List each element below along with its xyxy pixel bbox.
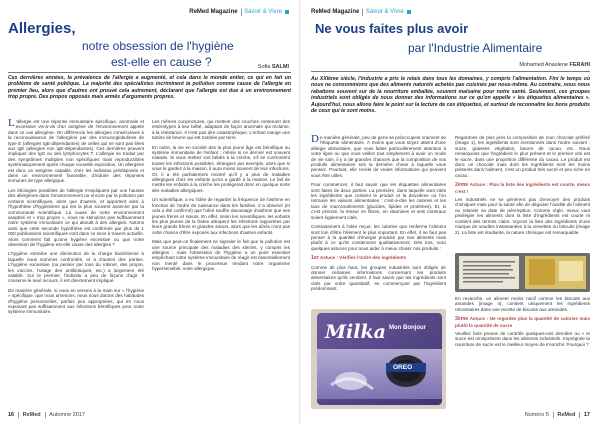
author-last-name: SALMI — [271, 64, 289, 70]
paragraph: Un scientifique, a eu l'idée de regarder la fréquence de l'asthme en fonction de l'ordre de naissance dans les familles. Il a observé (et cela a été confirmé) que l'aîné souffre davantage d'asthme que ses jeunes frères et sœurs. En effet, selon les scientifiques, les enfants les plus jeunes de la fratrie attrapent les infections rapportées par leurs grands frères et grandes sœurs, alors que les aînés n'ont pas cette chance d'être exposés aux infections d'autres enfants. — [152, 197, 290, 235]
article-lead: Ces dernières années, la prévalence de l'allergie a augmenté, et cela dans le monde entier, ce qui en fait un problème de santé publique. La majorité des spécialistes incriminent la pollution comme cause de l'allergie en premier lieu, alors que d'autres ont prouvé cela autrement, déclarant que l'allergie est due à un environnement trop propre. Des propos opposés mais armés d'arguments propres. — [8, 75, 291, 101]
author-first-name: Mohamed Anaslene — [519, 62, 568, 68]
paragraph: En revanche, un aliment moins nocif comme les biscuits aux amandes (image 4), contient uniquement les ingrédients nécessaires dans une recette de biscuits aux amandes. — [455, 296, 590, 312]
paragraph-text: e manière générale, peu de gens se préoccupent vraiment de l'étiquette alimentaire. À moins que vous soyez atteint d'une allergie alimentaire, que vous faites particulièrement attention à votre ligne ou que vous veillez tout simplement à avoir un mode de vie sain, il y a de grandes chances que la composition de vos produits alimentaires soit la dernière chose à laquelle vous pensez. Pourtant, elle recèle de vraies informations qui peuvent vous être utiles. — [311, 135, 446, 178]
page-number: 16 — [8, 412, 15, 418]
paragraph: Pour commencer, il faut savoir que les étiquettes alimentaires sont faites de deux parties. La première, dans laquelle sont cités les ingrédients que contient le produit et la deuxième où l'on retrouve les valeurs alimentaires : c'est-à-dire les calories et les taux de macronutriments (glucides, lipides et protéines). Et, si c'est précisé, la teneur en fibres, en vitamines et sels minéraux soient également cités. — [311, 182, 446, 220]
paragraph: Regardons de plus près la composition de mon chocolat préféré (image 1), les ingrédients sont mentionnés dans l'ordre suivant : sucre, graisses végétales, beurre de cacao, etc. Nous remarquons que l'ingrédient le plus présent et le premier cité est le sucre, dans une proportion différente du cacao. Le produit est donc un chocolat mais dont les ingrédients sont les moins présents dans l'aliment, c'est un produit très sucré et peu riche en cacao. — [455, 135, 590, 178]
paragraph: En outre, la vie en société des la plus jeune âge est bénéfique au système immunitaire de l'enfant ; même si ce dernier est souvent malade. Si vous mettez vos bébés à la crèche, s'il se confrontent toutes les infections possibles, étrangers par exemple, alors que si vous le gardez à la maison, il aura moins souvent de leur infections. Or, il a été parfaitement montré qu'il y a plus de maladies allergiques chez les enfants qu'on a gardé à la maison. Le fait de mettre les enfants à la crèche les protégerait donc en quelque sorte des maladies allergiques. — [152, 144, 290, 193]
paragraph: Les mêmes conjonctures, qui mettent des couches contenant des entérotypes à leur bébé, adaptant de façon anormale qui réclame, à la résistance. Il n'est pas dire catastrophique. L'enfant mange une tartine de beurre qui est tombée par terre. — [152, 119, 290, 141]
paragraph — [311, 135, 446, 178]
ingredient-photo-svg — [455, 253, 590, 292]
header-separator — [362, 9, 363, 16]
paragraph: De manière générale, si nous en venons à la main sur « l'hygiène » spécifique, que nous amenons, nous nous dotons des habitudes d'hygiène personnelles, parfois peu appropriées, qui en nous exposant pas suffisamment aux infections bénéfiques pour notre système immunitaire. — [8, 287, 144, 315]
header-magazine: ReMed Magazine — [189, 9, 238, 15]
header-square-icon — [407, 10, 411, 14]
header-square-icon — [285, 10, 289, 14]
photo-brand-label: Milka — [325, 321, 386, 343]
title-rule — [8, 72, 291, 73]
tip-number: 3ème — [455, 316, 469, 323]
page-header — [189, 7, 289, 17]
page-right — [301, 0, 600, 424]
footer-issue: Numéro 5 — [524, 412, 549, 418]
article-title-line2: par l'Industrie Alimentaire — [408, 41, 543, 55]
author-last-name: FERAHI — [569, 62, 590, 68]
article-column-1 — [8, 119, 144, 409]
page-left — [0, 0, 299, 424]
page-header — [311, 7, 411, 17]
title-rule — [311, 71, 590, 72]
drop-cap: D — [311, 135, 319, 145]
paragraph: Comme dit plus haut, les groupes industriels sont obligés de donner certaines informations concernant les produits alimentaires qu'ils vendent. Il faut savoir que les ingrédients sont cités par ordre quantitatif, en commençant par l'ingrédient prédominant. — [311, 264, 446, 292]
article-title-line2: notre obsession de l'hygiène — [82, 39, 234, 53]
paragraph: Les étiologies possibles de l'allergie s'expliquent par une hausse des allergènes dans l'environnement ou encore par la pollution par certains scientifiques, alors que d'autres, et apportent ainsi à l'hypothèse d'hygiénisme qui est la plus souvent avancée par la communauté scientifique. La cause de notre environnement aseptisé et « trop propre », nous ne stimulons pas suffisamment notre système immunitaire ce qui aboutit à des allergies. Notons ainsi que cette seconde hypothèse est confirmée par plus de 1 000 publications scientifiques vont dans ce sens à travers actuelle. Alors comment fait qu'une hygiène excessive ou que notre obsession de l'hygiène est-elle cause des allergies ? — [8, 187, 144, 247]
article-lead: Au XXIème siècle, l'industrie a pris le relais dans tous les domaines, y compris l'alimentation. Fini le temps où nous ne consommions que des aliments naturels achetés pas cuisinés par nous-même. Au contraire, nous nous rabattons souvent sur de la nourriture emballée, souvent malsaine pour notre santé. Seulement, ces groupes industriels sont obligés de nous donner des informations sur ce qu'on appelle « les étiquettes alimentaires ». Aujourd'hui, nous allons faire le point sur la lecture de ces étiquettes, et surtout de reconnaître les bons produits de ceux qui le sont moins. — [311, 76, 590, 115]
header-magazine: ReMed Magazine — [311, 9, 360, 15]
paragraph — [8, 119, 144, 184]
tip-heading-1 — [311, 255, 446, 261]
paragraph-text: 'allergie est une réponse immunitaire spécifique, anormale et excessive vis-à-vis d'un antigène de l'environnement appelé dans ce cas allergène. On différencie les allergies consécutives à la reconnaissance de l'allergène par des immunoglobulines de type E (allergies IgE-dépendantes) de celles qui ne sont pas liées aux IgE (allergies non IgE-dépendantes). Ces dernières peuvent impliquer des IgG ou des lymphocytes T. L'allergie se traduit par des symptômes multiples non spécifiques mais reproductibles systématiquement après chaque nouvelle exposition. Un allergène est donc un antigène capable, chez les individus prédisposés et dans un environnement favorable, d'induire des réponses immunes de type allergique. — [8, 119, 144, 184]
author-first-name: Sofia — [257, 64, 271, 70]
footer-separator — [553, 412, 554, 418]
article-author — [519, 62, 590, 68]
article-column-2 — [455, 135, 590, 252]
footer-issue: Automne 2017 — [49, 412, 85, 418]
tip-heading-3 — [455, 316, 590, 328]
drop-cap: L — [8, 119, 15, 129]
page-footer — [8, 412, 85, 418]
ingredient-photo — [455, 253, 590, 292]
header-rubric: Savoir & Vivre — [244, 9, 282, 15]
footer-separator — [45, 412, 46, 418]
tip-text: Astuce : Vérifiez l'ordre des ingrédients — [319, 255, 407, 261]
tip-number: 2ème — [455, 182, 469, 189]
page-number: 17 — [583, 412, 590, 418]
tip-number: 1er — [311, 255, 319, 262]
footer-separator — [18, 412, 19, 418]
paragraph: L'hygiène entraîne une diminution de la charge bactérienne à laquelle nous sommes confrontés, et à d'autres des parties. L'hygiène excessive (ou penser par tous du robinet, des propre, les vaccins, l'usage des antibiotiques, etc.) a largement été valable. Sur le premier, l'individu a peu de façons d'agir. Il conserve le seul recours, il est directement impliqué. — [8, 251, 144, 284]
article-column-1 — [311, 135, 446, 305]
article-title-line1: Ne vous faites plus avoir — [315, 21, 469, 36]
article-title-line1: Allergies, — [8, 20, 76, 37]
footer-separator — [579, 412, 580, 418]
tip-text: Astuce : Plus la liste des ingrédients est courte, mieux c'est ! — [455, 182, 590, 194]
photo-product-label: Mon Bonjour — [389, 325, 426, 331]
article-title-line3: est-elle en cause ? — [111, 55, 212, 69]
article-author — [258, 64, 289, 70]
footer-magazine: ReMed — [22, 412, 41, 418]
paragraph: Mais que peut-on finalement ne signaler le fait que la pollution est une source principale des maladies des siècles, y compris les allergies ; mais l'obsession de l'hygiène a un point essentiel empêchant notre système immunitaire de réagir est essentiellement non menté dans le processus rendant notre organisme hypersensible, voire allergique. — [152, 239, 290, 272]
product-photo — [311, 309, 446, 409]
header-rubric: Savoir & Vivre — [365, 9, 404, 15]
photo-flavor-label: OREO — [393, 364, 413, 371]
header-separator — [241, 9, 242, 16]
article-column-2-continued — [455, 296, 590, 409]
footer-magazine: ReMed — [557, 412, 576, 418]
article-column-2 — [152, 119, 290, 409]
paragraph: Contrairement à l'idée reçue, les calories que renferme l'aliment sont loin d'être l'élément le plus important. En effet, il ne faut pas penser à la quantité d'énergie produite par nos aliments mais plutôt à ce qu'ils contiennent qualitativement. Dès lors, voici quelques astuces pour nous aider à mieux choisir nos produits : — [311, 224, 446, 251]
paragraph: Veuillez faire preuve de contrôle quelques-uns dernière ou « le sucre est omniprésent dans les aliments industriels. Imprégnée la nourriture de sucre est le meilleur moyen de s'enrichir. Pourquoi ? — [455, 331, 590, 347]
page-footer — [525, 412, 590, 418]
tip-heading-2 — [455, 182, 590, 194]
paragraph: Les industriels ne se génèrent pas d'envoyer des produits chimiques mais pour la santé afin de déguiser l'acidité de l'aliment ou retarder sa date de péremption. Comme règle, mieux vaut privilégier les aliments dont la liste d'ingrédients est courte et contient des termes clairs. Voyons la liste des ingrédients d'une marque de noudles instantanées à la crevettes ou biscuits (image 2). La liste est étudiante, la nature chimique est remarquable. — [455, 197, 590, 235]
tip-text: Astuce : Ne regardez plus la quantité de calories mais plutôt la quantité de sucre — [455, 316, 590, 328]
